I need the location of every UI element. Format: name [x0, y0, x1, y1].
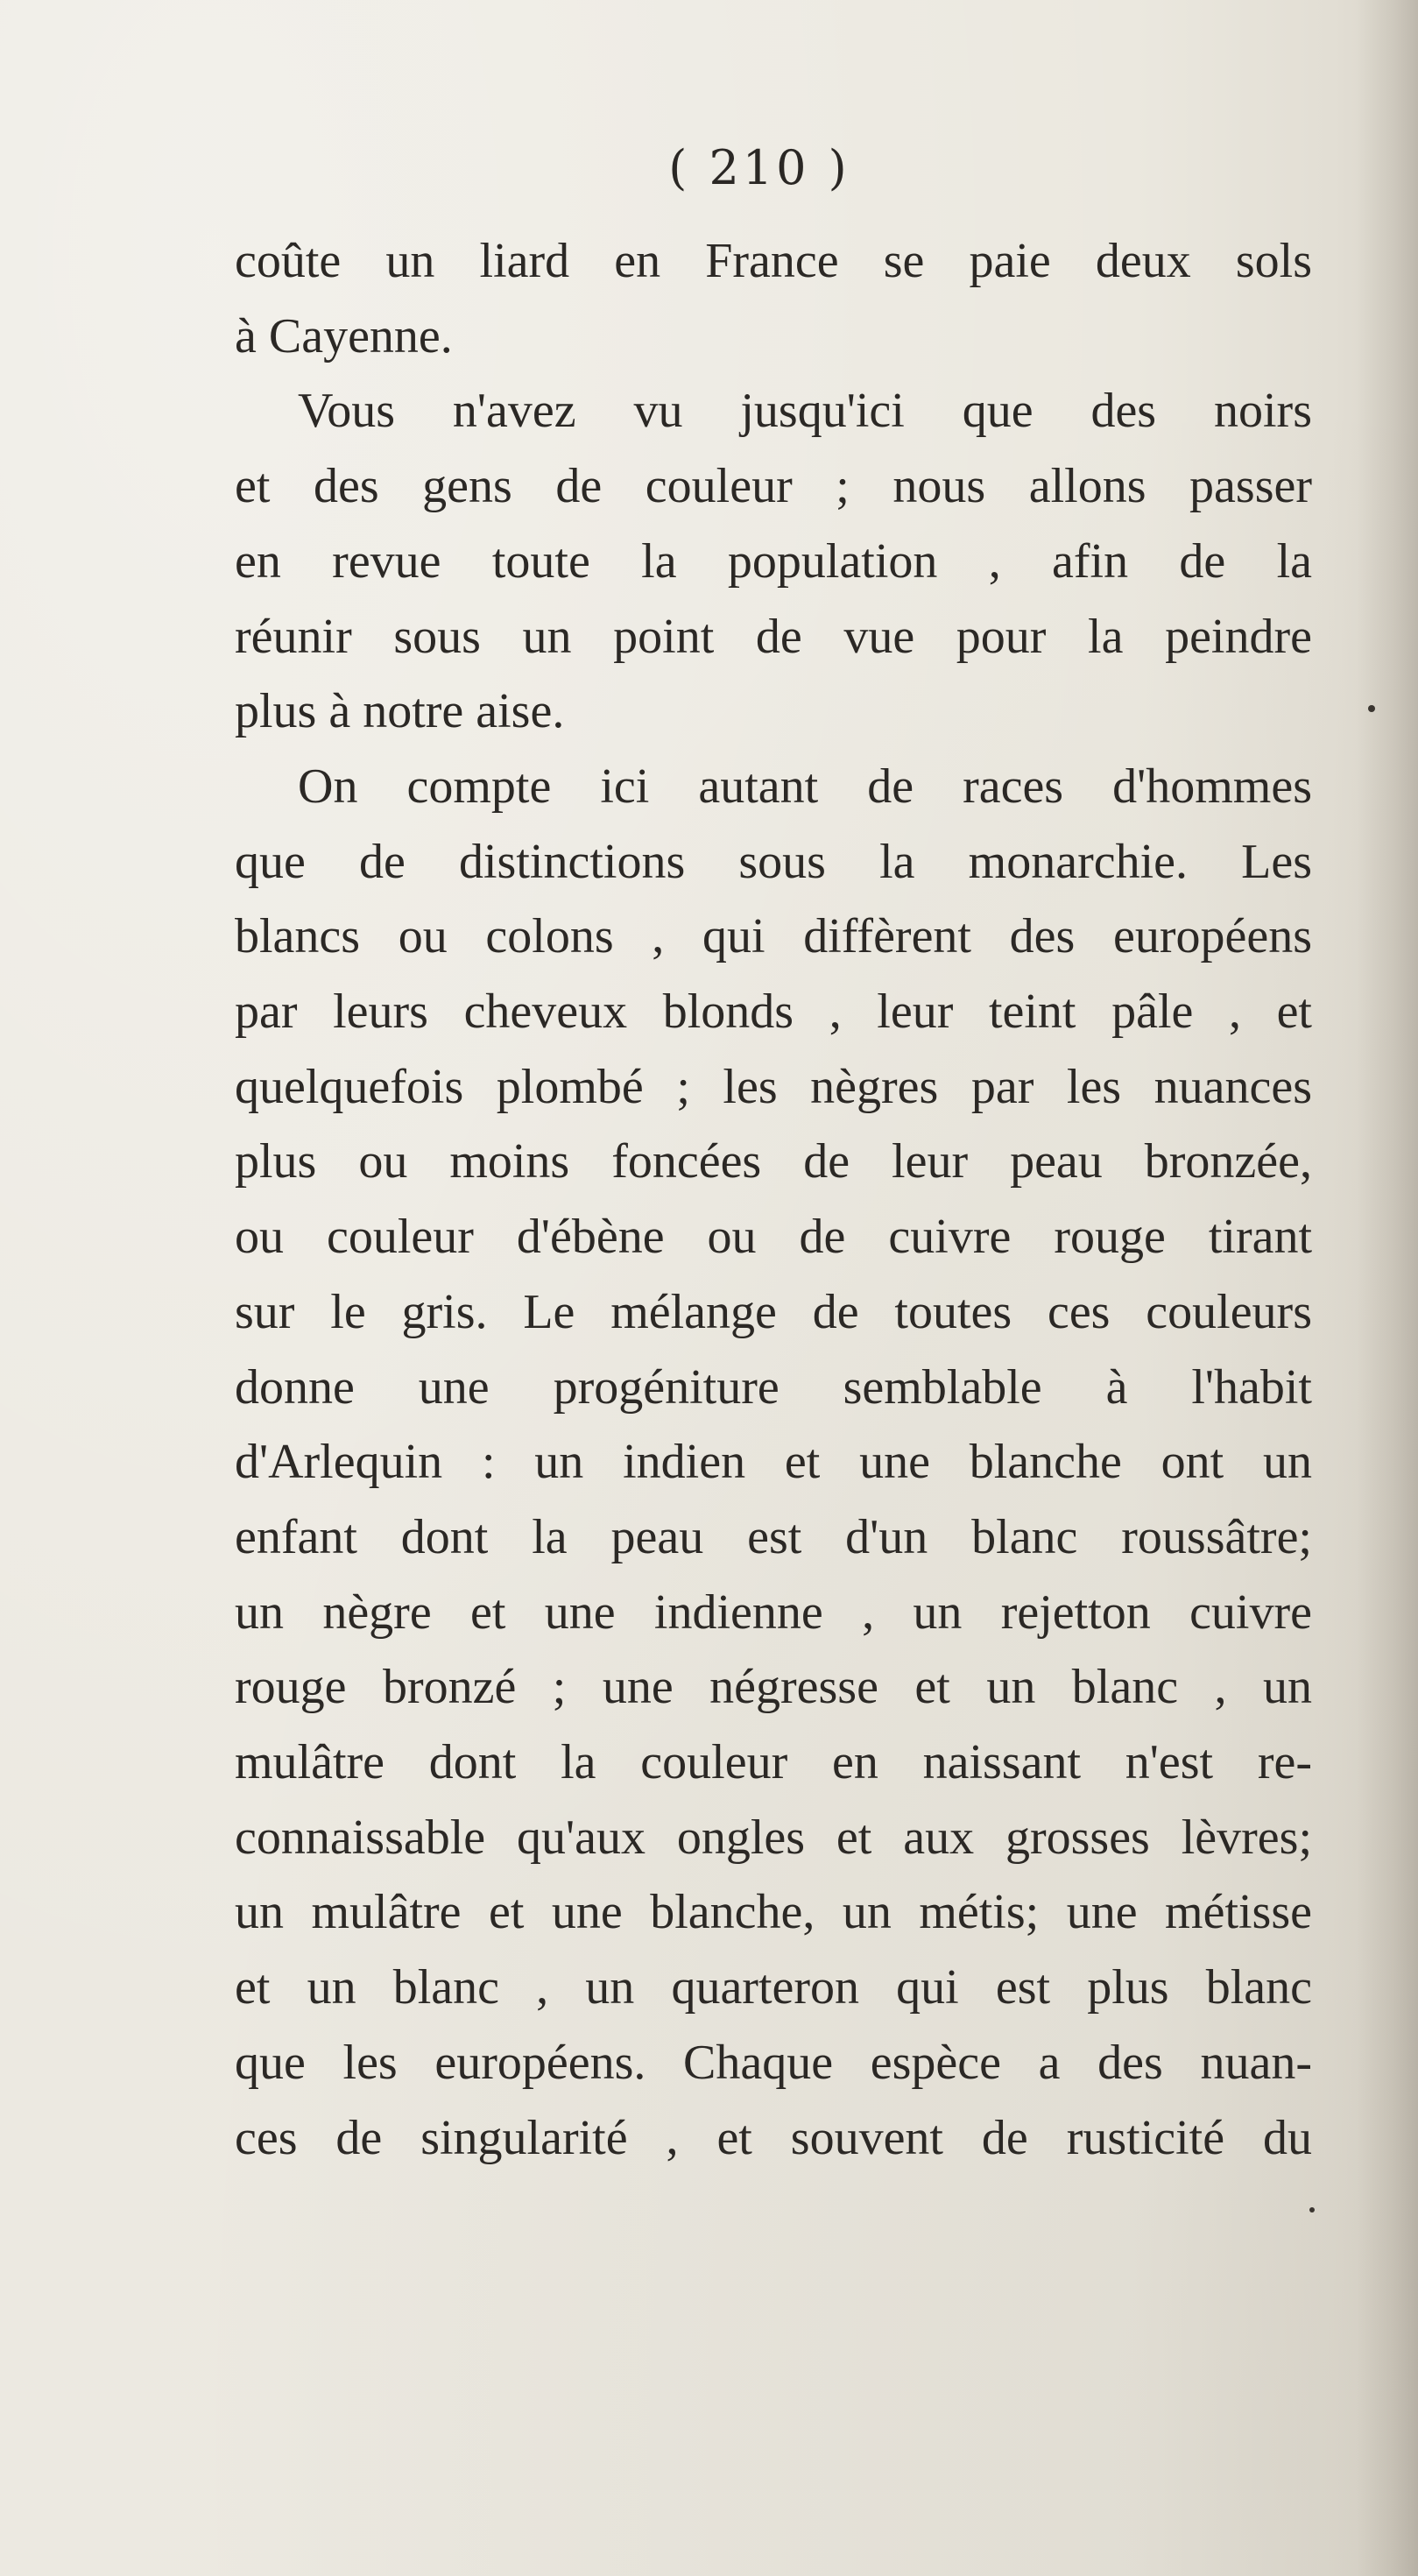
text-line: ou couleur d'ébène ou de cuivre rouge tirant — [235, 1210, 1312, 1265]
text-line: plus à notre aise. — [235, 684, 565, 739]
text-line: en revue toute la population , afin de la — [235, 533, 1312, 589]
text-line: donne une progéniture semblable à l'habit — [235, 1359, 1312, 1415]
text-line: mulâtre dont la couleur en naissant n'est re- — [235, 1735, 1312, 1790]
text-line: à Cayenne. — [235, 308, 453, 363]
text-line: plus ou moins foncées de leur peau bronzée, — [235, 1134, 1312, 1189]
text-line: et des gens de couleur ; nous allons passer — [235, 459, 1312, 514]
page-edge-shadow — [1357, 0, 1418, 2576]
text-line: Vous n'avez vu jusqu'ici que des noirs — [298, 384, 1312, 439]
text-line: que les européens. Chaque espèce a des nuan- — [235, 2035, 1312, 2090]
text-line: et un blanc , un quarteron qui est plus blanc — [235, 1960, 1312, 2015]
text-line: ces de singularité , et souvent de rusticité du — [235, 2110, 1312, 2165]
text-line: sur le gris. Le mélange de toutes ces couleurs — [235, 1284, 1312, 1339]
text-line: d'Arlequin : un indien et une blanche ont un — [235, 1435, 1312, 1490]
paper-speck — [1368, 705, 1375, 712]
body-text — [235, 224, 1312, 2176]
text-line: enfant dont la peau est d'un blanc roussâtre; — [235, 1509, 1312, 1564]
page-number: ( 210 ) — [668, 140, 850, 195]
text-line: blancs ou colons , qui diffèrent des européens — [235, 909, 1312, 964]
text-line: quelquefois plombé ; les nègres par les nuances — [235, 1059, 1312, 1114]
text-line: un nègre et une indienne , un rejetton cuivre — [235, 1584, 1312, 1640]
text-line: un mulâtre et une blanche, un métis; une métisse — [235, 1885, 1312, 1940]
text-line: que de distinctions sous la monarchie. Les — [235, 834, 1312, 889]
text-line: On compte ici autant de races d'hommes — [298, 759, 1312, 814]
text-line: par leurs cheveux blonds , leur teint pâle , et — [235, 985, 1312, 1040]
text-line: rouge bronzé ; une négresse et un blanc , un — [235, 1660, 1312, 1715]
paper-speck — [1309, 2207, 1315, 2213]
text-line: connaissable qu'aux ongles et aux grosses lèvres; — [235, 1810, 1312, 1865]
text-line: coûte un liard en France se paie deux sols — [235, 234, 1312, 288]
text-line: réunir sous un point de vue pour la peindre — [235, 609, 1312, 664]
